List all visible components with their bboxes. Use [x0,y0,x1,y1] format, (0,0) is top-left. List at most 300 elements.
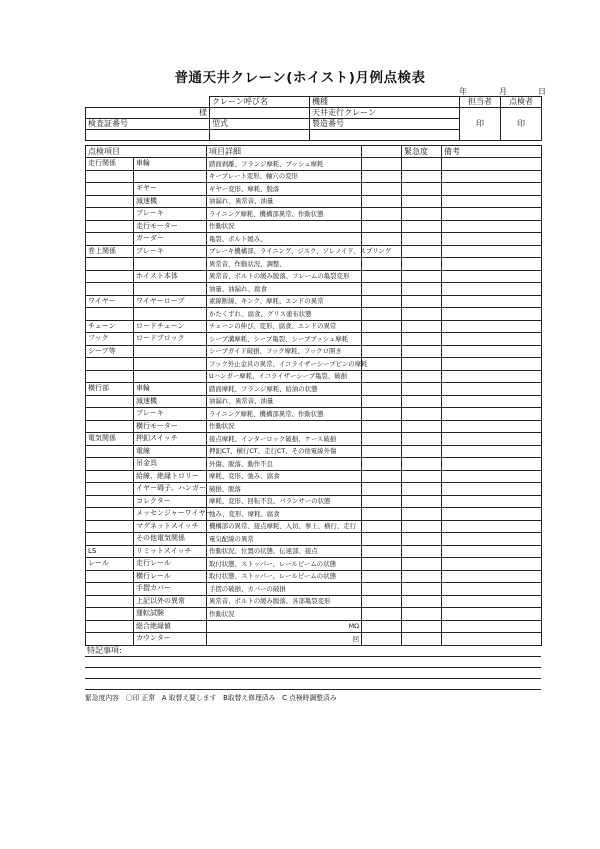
blank-cell[interactable] [362,258,402,271]
remarks-cell[interactable] [442,295,542,308]
detail-cell: 作動状況 [207,420,362,433]
blank-cell[interactable] [362,395,402,408]
remarks-cell[interactable] [442,570,542,583]
table-row [86,458,542,471]
detail-cell: 油量、油漏れ、腐食 [207,283,362,296]
remarks-cell[interactable] [442,245,542,258]
category-cell [86,270,134,283]
urgency-cell[interactable] [402,620,442,633]
serial-field[interactable] [310,130,460,141]
detail-cell: キープレート変形、軸穴の変形 [207,170,362,183]
urgency-cell[interactable] [402,358,442,371]
blank-cell[interactable] [362,345,402,358]
urgency-cell[interactable] [402,395,442,408]
detail-cell: 作動状況 [207,608,362,621]
detail-cell: 取付状態、ストッパー、レールビームの状態 [207,570,362,583]
subitem-cell: マグネットスイッチ [134,520,207,533]
blank-cell[interactable] [362,183,402,196]
blank-cell[interactable] [362,195,402,208]
subitem-cell: 走行モーター [134,220,207,233]
remarks-cell[interactable] [442,333,542,346]
detail-cell: 踏面剥離、フランジ摩耗、ブッシュ摩耗 [207,158,362,171]
model-label: 機種 [310,97,460,108]
remarks-cell[interactable] [442,458,542,471]
blank-cell[interactable] [362,470,402,483]
subitem-cell [134,308,207,321]
subitem-cell: コレクター [134,495,207,508]
table-row [86,283,542,296]
category-cell: ワイヤー [86,295,134,308]
detail-cell: シーブ溝摩耗、シーブ亀裂、シーブブッシュ摩耗 [207,333,362,346]
detail-cell: ライニング摩耗、機構部異常、作動状態 [207,208,362,221]
notes-label: 特記事項: [85,646,541,657]
remarks-cell[interactable] [442,345,542,358]
category-cell [86,170,134,183]
blank-cell[interactable] [362,570,402,583]
remarks-cell[interactable] [442,533,542,546]
category-cell [86,608,134,621]
urgency-cell[interactable] [402,195,442,208]
subitem-cell: ワイヤーロープ [134,295,207,308]
detail-cell: 異常音、ボルトの緩み脱落、各部亀裂変形 [207,595,362,608]
remarks-cell[interactable] [442,258,542,271]
urgency-cell[interactable] [402,508,442,521]
subitem-cell [134,370,207,383]
detail-cell: 外傷、脱落、動作不良 [207,458,362,471]
subitem-cell: 横行モーター [134,420,207,433]
blank-cell[interactable] [362,170,402,183]
blank-cell[interactable] [362,383,402,396]
table-row [86,170,542,183]
column-header-remarks: 備考 [442,146,542,158]
blank-cell[interactable] [362,608,402,621]
blank-cell[interactable] [362,420,402,433]
subitem-cell [134,258,207,271]
remarks-cell[interactable] [442,183,542,196]
detail-cell: シーブガイド破損、フック摩耗、フックロ開き [207,345,362,358]
category-cell [86,408,134,421]
remarks-cell[interactable] [442,233,542,246]
subitem-cell [134,358,207,371]
notes-line[interactable] [85,679,541,690]
urgency-cell[interactable] [402,258,442,271]
category-cell [86,308,134,321]
category-cell [86,195,134,208]
blank-cell[interactable] [362,370,402,383]
detail-cell: 破損、脱落 [207,483,362,496]
detail-cell: ブレーキ機構部、ライニング、ジスク、ソレノイド、スプリング [207,245,362,258]
table-row [86,570,542,583]
table-row [86,445,542,458]
urgency-cell[interactable] [402,533,442,546]
detail-cell: 油漏れ、異常音、油量 [207,195,362,208]
blank-cell[interactable] [362,520,402,533]
detail-cell: 作動状況、位置の状態、伝達部、接点 [207,545,362,558]
blank-cell[interactable] [362,295,402,308]
subitem-cell: ロードチェーン [134,320,207,333]
category-cell [86,483,134,496]
urgency-cell[interactable] [402,308,442,321]
subitem-cell: 運転試験 [134,608,207,621]
subitem-cell: 減速機 [134,395,207,408]
crane-name-field[interactable] [210,108,310,119]
blank-cell[interactable] [362,633,402,646]
category-cell [86,183,134,196]
table-row [86,608,542,621]
notes-table [85,645,541,690]
unit-label: MΩ [348,622,359,631]
remarks-cell[interactable] [442,583,542,596]
remarks-cell[interactable] [442,320,542,333]
urgency-cell[interactable] [402,333,442,346]
subitem-cell: 押釦スイッチ [134,433,207,446]
subitem-cell [134,345,207,358]
urgency-cell[interactable] [402,170,442,183]
model-value: 天井走行クレーン [310,108,460,119]
urgency-cell[interactable] [402,283,442,296]
remarks-cell[interactable] [442,158,542,171]
urgency-cell[interactable] [402,245,442,258]
table-row [86,558,542,571]
category-cell: 電気関係 [86,433,134,446]
blank-cell[interactable] [362,583,402,596]
urgency-cell[interactable] [402,233,442,246]
remarks-cell[interactable] [442,383,542,396]
subitem-cell: ガーダー [134,233,207,246]
urgency-cell[interactable] [402,445,442,458]
category-cell: チェーン [86,320,134,333]
detail-cell: 接点摩耗、インターロック破損、ケース破損 [207,433,362,446]
urgency-cell[interactable] [402,520,442,533]
remarks-cell[interactable] [442,483,542,496]
urgency-cell[interactable] [402,458,442,471]
person-stamp[interactable]: 印 [460,108,501,141]
column-header-urgency: 緊急度 [402,146,442,158]
remarks-cell[interactable] [442,620,542,633]
detail-cell: 作動状況 [207,220,362,233]
urgency-cell[interactable] [402,208,442,221]
category-cell: シーブ等 [86,345,134,358]
urgency-cell[interactable] [402,320,442,333]
blank-cell[interactable] [362,433,402,446]
blank-cell[interactable] [362,508,402,521]
blank-cell[interactable] [362,533,402,546]
category-cell: 巻上関係 [86,245,134,258]
subitem-cell: ロードブロック [134,333,207,346]
urgency-cell[interactable] [402,495,442,508]
remarks-cell[interactable] [442,370,542,383]
blank-cell[interactable] [362,483,402,496]
blank-cell[interactable] [362,408,402,421]
subitem-cell: 吊金具 [134,458,207,471]
remarks-cell[interactable] [442,520,542,533]
urgency-cell[interactable] [402,270,442,283]
subitem-cell: リミットスイッチ [134,545,207,558]
table-row [86,370,542,383]
subitem-cell: 手摺カバー [134,583,207,596]
detail-cell: フック外止金具の異常、イコライザーシーブピンの摩耗 [207,358,362,371]
table-row [86,495,542,508]
table-row [86,420,542,433]
subitem-cell [134,170,207,183]
blank-cell[interactable] [362,620,402,633]
table-row [86,208,542,221]
category-cell [86,445,134,458]
blank-cell[interactable] [362,320,402,333]
detail-cell: 踏面摩耗、フランジ摩耗、給油の状態 [207,383,362,396]
blank-cell[interactable] [362,495,402,508]
inspector-label: 点検者 [501,97,542,108]
type-field[interactable] [210,130,310,141]
remarks-cell[interactable] [442,270,542,283]
remarks-cell[interactable] [442,208,542,221]
notes-line[interactable] [85,668,541,679]
remarks-cell[interactable] [442,283,542,296]
urgency-cell[interactable] [402,220,442,233]
category-cell [86,258,134,271]
table-row [86,508,542,521]
category-cell [86,533,134,546]
date-month-label: 月 [499,87,507,96]
detail-cell: かたくずれ、腐食、グリス塗布状態 [207,308,362,321]
category-cell [86,595,134,608]
urgency-cell[interactable] [402,470,442,483]
detail-cell: 弛み、変形、摩耗、腐食 [207,508,362,521]
category-cell [86,458,134,471]
detail-cell: 異常音、作動状況、調整、 [207,258,362,271]
remarks-cell[interactable] [442,433,542,446]
remarks-cell[interactable] [442,308,542,321]
table-row [86,245,542,258]
urgency-cell[interactable] [402,545,442,558]
category-cell: フック [86,333,134,346]
urgency-cell[interactable] [402,570,442,583]
remarks-cell[interactable] [442,395,542,408]
cert-number-label: 検査証番号 [86,119,210,130]
remarks-cell[interactable] [442,508,542,521]
urgency-cell[interactable] [402,295,442,308]
remarks-cell[interactable] [442,170,542,183]
urgency-cell[interactable] [402,345,442,358]
remarks-cell[interactable] [442,445,542,458]
subitem-cell: 横行レール [134,570,207,583]
table-row [86,358,542,371]
category-cell: 横行部 [86,383,134,396]
detail-cell: 手摺の破損、カバーの破損 [207,583,362,596]
detail-cell: 取付状態、ストッパー、レールピームの状態 [207,558,362,571]
urgency-cell[interactable] [402,595,442,608]
category-cell [86,508,134,521]
category-cell [86,370,134,383]
remarks-cell[interactable] [442,595,542,608]
subitem-cell: ブレーキ [134,208,207,221]
table-row [86,520,542,533]
subitem-cell: 走行レール [134,558,207,571]
blank-cell[interactable] [362,283,402,296]
subitem-cell: 車輪 [134,383,207,396]
urgency-cell[interactable] [402,433,442,446]
category-cell [86,358,134,371]
remarks-cell[interactable] [442,495,542,508]
urgency-cell[interactable] [402,483,442,496]
category-cell [86,570,134,583]
blank-cell[interactable] [362,308,402,321]
remarks-cell[interactable] [442,358,542,371]
detail-cell: 摩耗、変形、回転不良、バランサーの状態 [207,495,362,508]
detail-cell [207,620,362,633]
table-row [86,533,542,546]
table-row [86,583,542,596]
table-row [86,633,542,646]
blank-cell[interactable] [362,233,402,246]
blank-cell[interactable] [362,595,402,608]
table-row [86,333,542,346]
detail-cell: 機構部の異常、接点摩耗、入切、拳上、横行、走行 [207,520,362,533]
urgency-cell[interactable] [402,370,442,383]
remarks-cell[interactable] [442,470,542,483]
subitem-cell: 給線、絶縁トロリー [134,470,207,483]
subitem-cell: 車輪 [134,158,207,171]
column-header-item: 点検項目 [86,146,207,158]
table-row [86,345,542,358]
table-row [86,408,542,421]
subitem-cell: 減速機 [134,195,207,208]
detail-cell: 押釦CT、横行CT、走行CT、その他電線外傷 [207,445,362,458]
remarks-cell[interactable] [442,608,542,621]
cert-number-field[interactable] [86,130,210,141]
category-cell [86,520,134,533]
category-cell [86,420,134,433]
table-row [86,270,542,283]
detail-cell: 異常音、ボルトの緩み脱落、フレームの亀裂変形 [207,270,362,283]
detail-cell [207,633,362,646]
category-cell [86,633,134,646]
detail-cell: 亀裂、ボルト緩み、 [207,233,362,246]
remarks-cell[interactable] [442,408,542,421]
blank-cell[interactable] [362,158,402,171]
table-row [86,320,542,333]
subitem-cell [134,283,207,296]
category-cell: LS [86,545,134,558]
blank-cell[interactable] [362,445,402,458]
subitem-cell: ブレーキ [134,408,207,421]
detail-cell: 油漏れ、異常音、油量 [207,395,362,408]
inspector-stamp[interactable]: 印 [501,108,542,141]
subitem-cell: 電線 [134,445,207,458]
crane-name-label: クレーン呼び名 [210,97,310,108]
detail-cell: ライニング摩耗、機構部異常、作動状態 [207,408,362,421]
category-cell [86,220,134,233]
urgency-cell[interactable] [402,383,442,396]
blank-cell[interactable] [362,333,402,346]
remarks-cell[interactable] [442,558,542,571]
category-cell: レール [86,558,134,571]
blank-cell[interactable] [362,545,402,558]
detail-cell: 素線断線、キンク、摩耗、エンドの異常 [207,295,362,308]
urgency-cell[interactable] [402,158,442,171]
category-cell [86,395,134,408]
date-year-label: 年 [459,87,467,96]
category-cell [86,470,134,483]
category-cell [86,583,134,596]
table-row [86,308,542,321]
subitem-cell: 上記以外の異常 [134,595,207,608]
subitem-cell: ブレーキ [134,245,207,258]
blank-cell[interactable] [362,558,402,571]
table-row [86,295,542,308]
detail-cell: 摩耗、変形、弛み、腐食 [207,470,362,483]
urgency-cell[interactable] [402,408,442,421]
inspection-table [85,145,542,646]
category-cell [86,233,134,246]
urgency-cell[interactable] [402,633,442,646]
date-day-label: 日 [538,87,546,96]
table-row [86,233,542,246]
table-row [86,433,542,446]
category-cell: 走行関係 [86,158,134,171]
table-row [86,158,542,171]
remarks-cell[interactable] [442,633,542,646]
notes-line[interactable] [85,657,541,668]
urgency-cell[interactable] [402,608,442,621]
sama-label: 様 [86,108,210,119]
urgency-cell[interactable] [402,583,442,596]
subitem-cell: 総合絶縁値 [134,620,207,633]
category-cell [86,495,134,508]
urgency-cell[interactable] [402,420,442,433]
column-header-detail: 項目詳細 [207,146,362,158]
remarks-cell[interactable] [442,545,542,558]
table-row [86,483,542,496]
blank-cell[interactable] [362,270,402,283]
subitem-cell: その他電気関係 [134,533,207,546]
category-cell [86,283,134,296]
detail-cell: ギヤー変形、摩耗、脱落 [207,183,362,196]
urgency-legend: 緊急度内容 〇印 正常 A 取替え要します B取替え修理済み C 点検時調整済み [85,694,337,702]
table-row [86,183,542,196]
type-label: 型式 [210,119,310,130]
subitem-cell: イヤー碍子、ハンガー [134,483,207,496]
subitem-cell: カウンター [134,633,207,646]
subitem-cell: ホイスト本体 [134,270,207,283]
header-table [85,96,460,141]
subitem-cell: ギヤー [134,183,207,196]
detail-cell: チェーンの伸び、変形、腐食、エンドの異常 [207,320,362,333]
detail-cell: Uハンガー摩耗、イコライザーシーブ亀裂、破損 [207,370,362,383]
table-row [86,470,542,483]
person-in-charge-label: 担当者 [460,97,501,108]
table-row [86,595,542,608]
urgency-cell[interactable] [402,558,442,571]
blank-cell[interactable] [362,220,402,233]
table-row [86,220,542,233]
category-cell [86,208,134,221]
page-title: 普通天井クレーン(ホイスト)月例点検表 [174,70,426,86]
remarks-cell[interactable] [442,220,542,233]
table-row [86,383,542,396]
table-row [86,545,542,558]
remarks-cell[interactable] [442,195,542,208]
urgency-cell[interactable] [402,183,442,196]
serial-label: 製造番号 [310,119,460,130]
blank-cell[interactable] [362,208,402,221]
remarks-cell[interactable] [442,420,542,433]
table-row [86,258,542,271]
blank-cell[interactable] [362,458,402,471]
subitem-cell: メッセンジャーワイヤー [134,508,207,521]
blank-cell[interactable] [362,358,402,371]
detail-cell: 電気配線の異常 [207,533,362,546]
